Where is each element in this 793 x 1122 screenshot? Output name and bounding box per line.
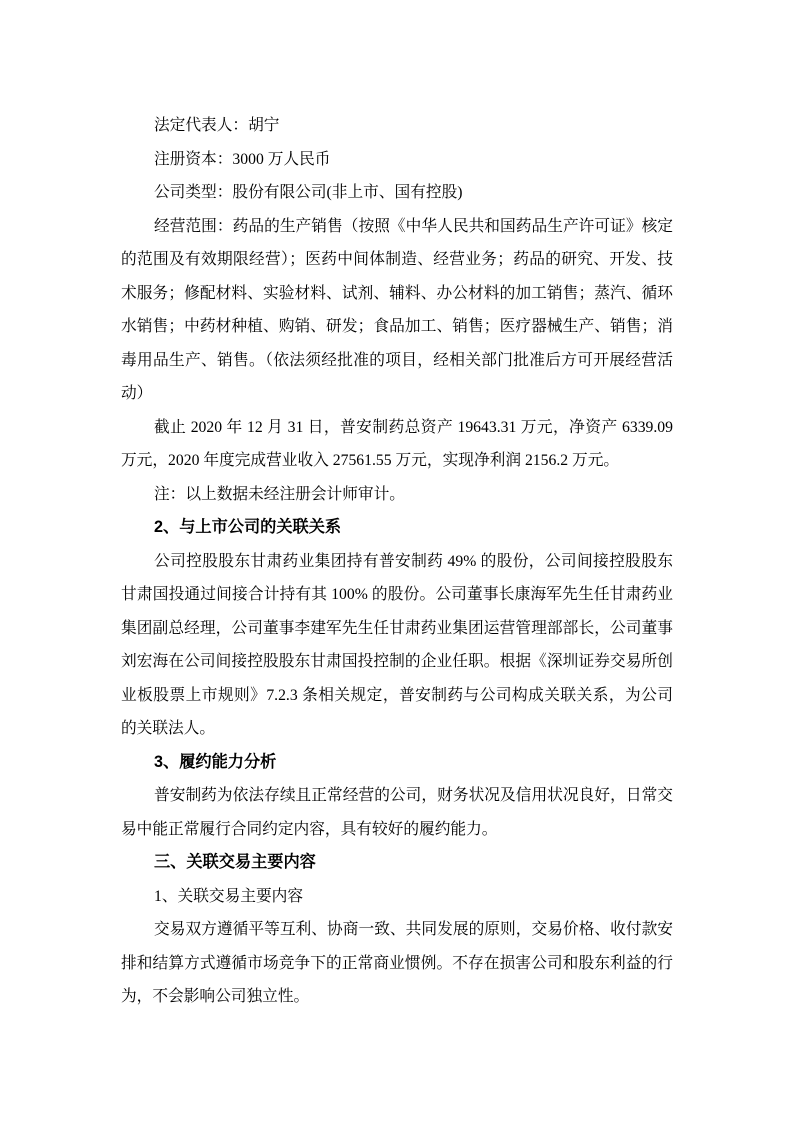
section-heading: 3、履约能力分析: [154, 752, 277, 771]
text-line: 1、关联交易主要内容: [154, 887, 304, 905]
text-line: 公司类型：股份有限公司(非上市、国有控股): [154, 184, 463, 201]
text-line: 易中能正常履行合同约定内容，具有较好的履约能力。: [121, 820, 498, 838]
text-line: 甘肃国投通过间接合计持有其 100% 的股份。公司董事长康海军先生任甘肃药业: [121, 586, 673, 603]
text-line: 动）: [121, 385, 153, 402]
section-heading: 三、关联交易主要内容: [154, 853, 316, 871]
text-line: 为，不会影响公司独立性。: [121, 988, 310, 1005]
section-heading: 2、与上市公司的关联关系: [154, 518, 342, 536]
text-line: 注：以上数据未经注册会计师审计。: [154, 485, 405, 503]
text-line: 法定代表人：胡宁: [154, 117, 280, 134]
text-line: 万元，2020 年度完成营业收入 27561.55 万元，实现净利润 2156.2 万元。: [121, 452, 620, 469]
text-line: 术服务；修配材料、实验材料、试剂、辅料、办公材料的加工销售；蒸汽、循环: [121, 284, 673, 302]
text-block: [121, 109, 673, 1014]
text-line: 的关联法人。: [121, 720, 216, 737]
text-line: 毒用品生产、销售。（依法须经批准的项目，经相关部门批准后方可开展经营活: [121, 351, 673, 369]
text-line: 刘宏海在公司间接控股股东甘肃国投控制的企业任职。根据《深圳证券交易所创: [121, 653, 673, 670]
text-line: 排和结算方式遵循市场竞争下的正常商业惯例。不存在损害公司和股东利益的行: [121, 954, 673, 972]
text-line: 经营范围：药品的生产销售（按照《中华人民共和国药品生产许可证》核定: [154, 217, 673, 235]
text-line: 公司控股股东甘肃药业集团持有普安制药 49% 的股份，公司间接控股股东: [154, 552, 673, 570]
text-line: 注册资本：3000 万人民币: [154, 150, 331, 168]
text-line: 普安制药为依法存续且正常经营的公司，财务状况及信用状况良好，日常交: [154, 787, 673, 804]
text-line: 业板股票上市规则》7.2.3 条相关规定，普安制药与公司构成关联关系，为公司: [121, 686, 673, 704]
text-line: 水销售；中药材种植、购销、研发；食品加工、销售；医疗器械生产、销售；消: [121, 318, 673, 335]
text-line: 截止 2020 年 12 月 31 日，普安制药总资产 19643.31 万元，净资产 6339.09: [154, 418, 673, 436]
text-line: 集团副总经理，公司董事李建军先生任甘肃药业集团运营管理部部长，公司董事: [121, 619, 673, 637]
text-line: 交易双方遵循平等互利、协商一致、共同发展的原则，交易价格、收付款安: [154, 921, 673, 938]
text-line: 的范围及有效期限经营）；医药中间体制造、经营业务；药品的研究、开发、技: [121, 251, 673, 268]
